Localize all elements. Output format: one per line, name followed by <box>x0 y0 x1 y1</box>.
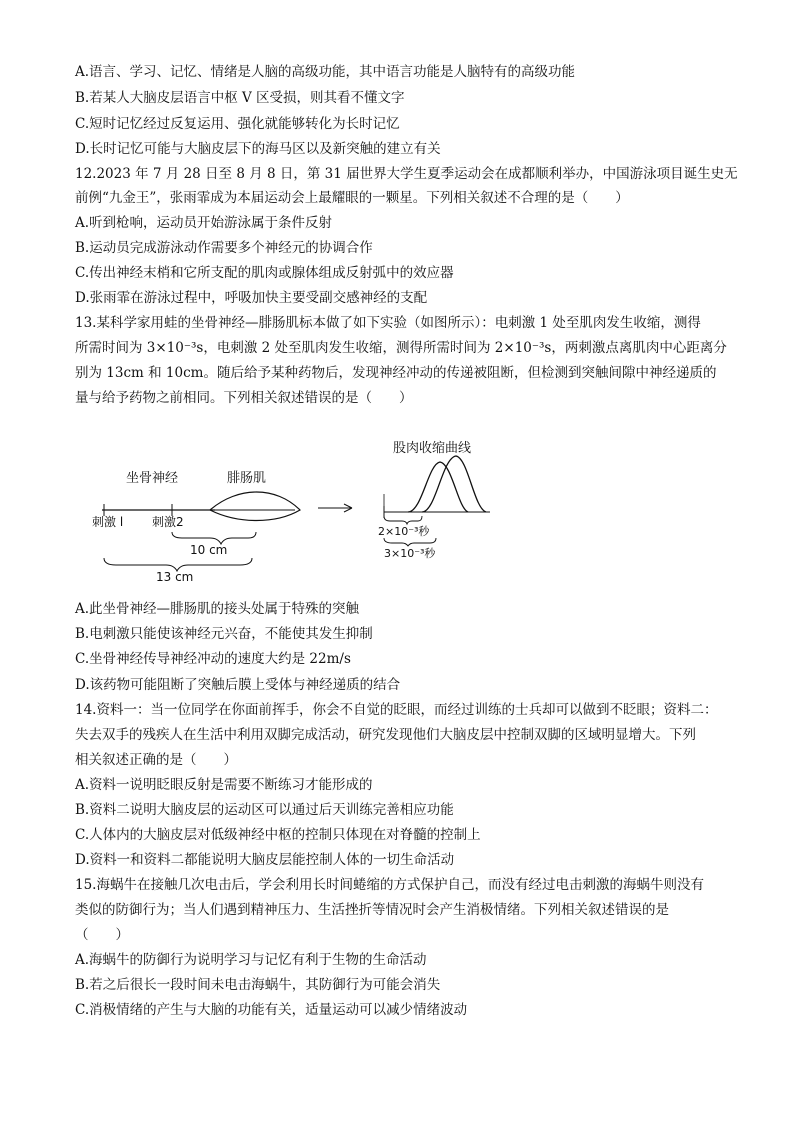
q15-stem-line-1: 15.海蜗牛在接触几次电击后，学会利用长时间蜷缩的方式保护自己，而没有经过电击刺激的海蜗牛则没有 <box>75 877 704 893</box>
q11-option-a: A.语言、学习、记忆、情绪是人脑的高级功能，其中语言功能是人脑特有的高级功能 <box>75 64 576 80</box>
q14-option-a: A.资料一说明眨眼反射是需要不断练习才能形成的 <box>75 777 373 793</box>
dist1-label: 13 cm <box>156 570 194 584</box>
q15-option-b: B.若之后很长一段时间未电击海蜗牛，其防御行为可能会消失 <box>75 977 441 993</box>
nerve-label: 坐骨神经 <box>126 471 179 486</box>
stim1-label: 刺激 l <box>92 515 124 529</box>
q12-stem-line-2: 前例“九金王”，张雨霏成为本届运动会上最耀眼的一颗星。下列相关叙述不合理的是（ ） <box>75 190 629 206</box>
q12-option-a: A.听到枪响，运动员开始游泳属于条件反射 <box>75 215 333 231</box>
time2-brace <box>384 538 436 546</box>
stim2-label: 刺激2 <box>152 515 184 529</box>
q12-stem-line-1: 12.2023 年 7 月 28 日至 8 月 8 日，第 31 届世界大学生夏季运动会在成都顺利举办，中国游泳项目诞生史无 <box>75 166 738 182</box>
time2-label: 3×10⁻³秒 <box>384 547 436 560</box>
q13-option-c: C.坐骨神经传导神经冲动的速度大约是 22m/s <box>75 651 351 667</box>
q15-option-c: C.消极情绪的产生与大脑的功能有关，适量运动可以减少情绪波动 <box>75 1002 468 1018</box>
curve-title: 股肉收缩曲线 <box>393 441 472 456</box>
q14-option-c: C.人体内的大脑皮层对低级神经中枢的控制只体现在对脊髓的控制上 <box>75 827 481 843</box>
q11-option-d: D.长时记忆可能与大脑皮层下的海马区以及新突触的建立有关 <box>75 141 441 157</box>
q12-option-d: D.张雨霏在游泳过程中，呼吸加快主要受副交感神经的支配 <box>75 290 428 306</box>
q13-stem-line-2: 所需时间为 3×10⁻³s，电刺激 2 处至肌肉发生收缩，测得所需时间为 2×10⁻³s，两刺激点离肌肉中心距离分 <box>75 340 727 356</box>
q11-option-b: B.若某人大脑皮层语言中枢 V 区受损，则其看不懂文字 <box>75 90 405 106</box>
muscle-label: 腓肠肌 <box>227 471 267 486</box>
q13-option-b: B.电刺激只能使该神经元兴奋，不能使其发生抑制 <box>75 626 373 642</box>
q13-stem-line-3: 别为 13cm 和 10cm。随后给予某种药物后，发现神经冲动的传递被阻断，但检测到突触间隙中神经递质的 <box>75 365 717 381</box>
q15-option-a: A.海蜗牛的防御行为说明学习与记忆有利于生物的生命活动 <box>75 952 427 968</box>
nerve-muscle-figure <box>90 428 500 588</box>
muscle-shape <box>210 492 300 521</box>
q15-stem-line-2: 类似的防御行为；当人们遇到精神压力、生活挫折等情况时会产生消极情绪。下列相关叙述错误的是 <box>75 902 669 918</box>
dist2-label: 10 cm <box>190 543 228 557</box>
q14-option-b: B.资料二说明大脑皮层的运动区可以通过后天训练完善相应功能 <box>75 802 454 818</box>
time1-brace <box>384 516 422 524</box>
q15-stem-line-3: （ ） <box>75 927 129 943</box>
time1-label: 2×10⁻³秒 <box>378 525 430 538</box>
q13-stem-line-4: 量与给予药物之前相同。下列相关叙述错误的是（ ） <box>75 390 413 406</box>
q14-stem-line-2: 失去双手的残疾人在生活中利用双脚完成活动，研究发现他们大脑皮层中控制双脚的区域明显增大。下列 <box>75 727 696 743</box>
q14-stem-line-1: 14.资料一：当一位同学在你面前挥手，你会不自觉的眨眼，而经过训练的士兵却可以做到不眨眼；资料二： <box>75 702 718 718</box>
q14-option-d: D.资料一和资料二都能说明大脑皮层能控制人体的一切生命活动 <box>75 852 455 868</box>
q11-option-c: C.短时记忆经过反复运用、强化就能够转化为长时记忆 <box>75 116 400 132</box>
q13-option-d: D.该药物可能阻断了突触后膜上受体与神经递质的结合 <box>75 677 401 693</box>
q14-stem-line-3: 相关叙述正确的是（ ） <box>75 752 237 768</box>
q13-option-a: A.此坐骨神经—腓肠肌的接头处属于特殊的突触 <box>75 601 360 617</box>
q12-option-b: B.运动员完成游泳动作需要多个神经元的协调合作 <box>75 240 373 256</box>
q12-option-c: C.传出神经末梢和它所支配的肌肉或腺体组成反射弧中的效应器 <box>75 265 454 281</box>
q13-stem-line-1: 13.某科学家用蛙的坐骨神经—腓肠肌标本做了如下实验（如图所示）：电刺激 1 处至肌肉发生收缩，测得 <box>75 315 701 331</box>
